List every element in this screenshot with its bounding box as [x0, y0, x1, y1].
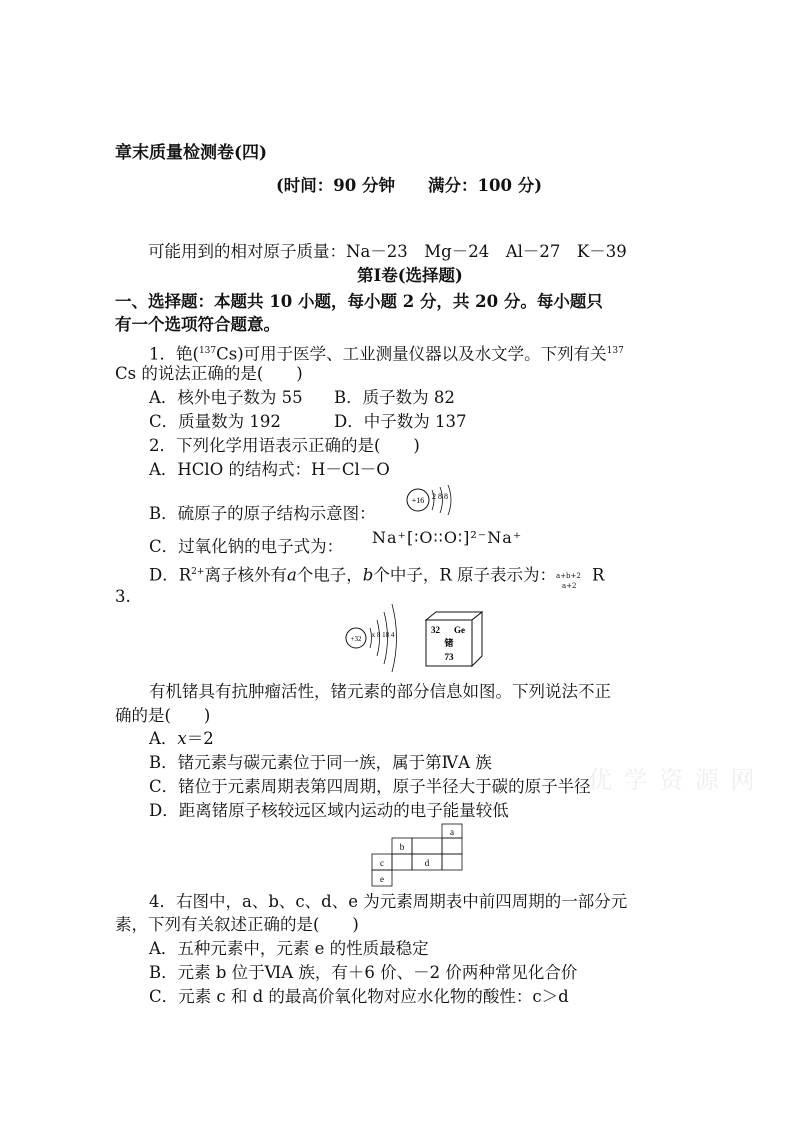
cube-mass: 73 — [444, 652, 454, 662]
cube-symbol: Ge — [454, 625, 465, 635]
germanium-element-cube — [424, 610, 484, 668]
q2-option-b: B．硫原子的原子结构示意图： — [149, 504, 376, 523]
sulfur-atom-diagram — [402, 482, 462, 522]
cell-e: e — [380, 874, 384, 884]
q2-option-d: D．$R^{2+}$离子核外有a个电子，b个中子，R 原子表示为： a+b+2 a+2 R — [149, 565, 605, 590]
q1-option-c: C．质量数为 192 — [149, 412, 281, 431]
q1-option-a: A．核外电子数为 55 — [149, 388, 303, 407]
periodic-table-fragment — [370, 823, 464, 887]
page-title: 章末质量检测卷(四) — [115, 143, 268, 163]
exam-info: (时间：90 分钟 满分：100 分) — [276, 176, 543, 195]
q4-option-c: C．元素 c 和 d 的最高价氧化物对应水化物的酸性：c＞d — [149, 987, 569, 1006]
q1-mass-number: 137 — [198, 346, 217, 356]
instructions-line-2: 有一个选项符合题意。 — [115, 315, 280, 334]
q1-stem-line-1: 1．铯($^{137}$Cs)可用于医学、工业测量仪器以及水文学。下列有关$^{137}$ — [149, 344, 624, 364]
germanium-nucleus-label: +32 — [350, 635, 362, 643]
q3-option-c: C．锗位于元素周期表第四周期，原子半径大于碳的原子半径 — [149, 777, 591, 796]
q1-option-d: D．中子数为 137 — [334, 412, 467, 431]
cube-atomic-number: 32 — [431, 625, 440, 635]
sodium-peroxide-formula: Na⁺[∶O∶∶O∶]²⁻Na⁺ — [372, 528, 523, 547]
germanium-shell-labels: x 8 18 4 — [371, 631, 395, 639]
q3-option-a: A．x＝2 — [149, 729, 214, 748]
q2-option-a: A．HClO 的结构式：H－Cl－O — [149, 460, 390, 479]
q1-option-b: B．质子数为 82 — [334, 388, 455, 407]
q3-stem-line-1: 有机锗具有抗肿瘤活性，锗元素的部分信息如图。下列说法不正 — [149, 682, 611, 701]
cube-name: 锗 — [444, 638, 454, 648]
q3-option-b: B．锗元素与碳元素位于同一族，属于第ⅣA 族 — [149, 753, 492, 772]
q2-stem: 2．下列化学用语表示正确的是( ) — [149, 436, 420, 455]
q1-stem-line-2: Cs 的说法正确的是( ) — [115, 364, 303, 383]
sulfur-nucleus-label: +16 — [411, 496, 425, 505]
section-title: 第Ⅰ卷(选择题) — [357, 266, 463, 285]
instructions-line-1: 一、选择题：本题共 10 小题，每小题 2 分，共 20 分。每小题只 — [115, 292, 603, 311]
q4-stem-line-2: 素，下列有关叙述正确的是( ) — [115, 915, 359, 934]
cell-a: a — [450, 827, 454, 837]
nuclide-symbol: a+b+2 a+2 — [556, 572, 581, 590]
q1-mass-number-2: 137 — [606, 346, 624, 356]
atomic-mass-line: 可能用到的相对原子质量：Na－23 Mg－24 Al－27 K－39 — [148, 242, 627, 261]
sulfur-shell-labels: 2 8 8 — [432, 492, 448, 501]
q3-number: 3. — [115, 587, 131, 606]
cell-c: c — [380, 858, 384, 868]
germanium-atom-diagram — [344, 600, 406, 676]
q4-option-a: A．五种元素中，元素 e 的性质最稳定 — [149, 939, 429, 958]
cell-d: d — [424, 858, 430, 868]
watermark: 优 学 资 源 网 — [588, 766, 757, 794]
q3-stem-line-2: 确的是( ) — [115, 706, 211, 725]
q3-option-d: D．距离锗原子核较远区域内运动的电子能量较低 — [149, 801, 509, 820]
q4-option-b: B．元素 b 位于ⅥA 族，有＋6 价、－2 价两种常见化合价 — [149, 963, 578, 982]
cell-b: b — [399, 842, 405, 852]
q2-option-c: C．过氧化钠的电子式为： — [149, 537, 344, 556]
q4-stem-line-1: 4．右图中，a、b、c、d、e 为元素周期表中前四周期的一部分元 — [149, 892, 628, 911]
